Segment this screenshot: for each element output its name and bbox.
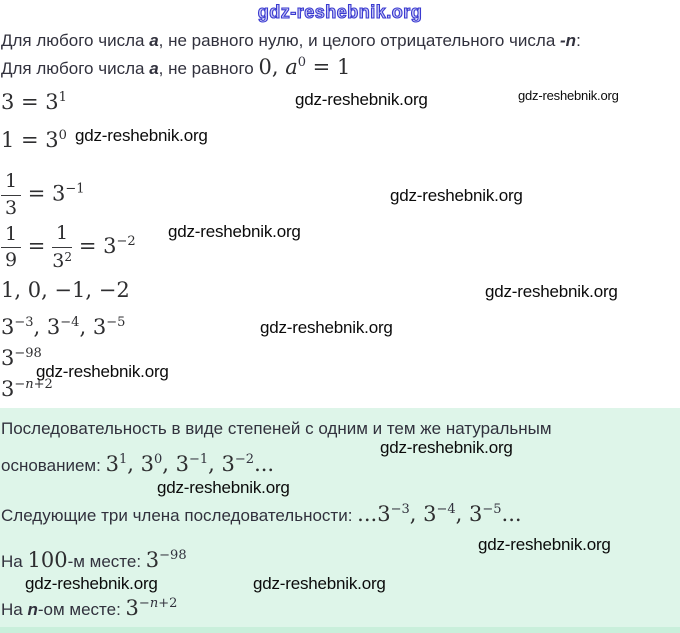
watermark: gdz-reshebnik.org [157,478,290,497]
variable-a: a [149,31,159,50]
watermark: gdz-reshebnik.org [295,90,428,109]
math-separator: , [409,502,424,526]
watermark: gdz-reshebnik.org [478,535,611,554]
math-exponent: −2 [234,452,255,467]
math-body: 3 = 3 [1,90,59,114]
math-exponent: −4 [436,502,456,517]
math-exponent: 0 [58,128,67,143]
math-base: 3 [1,377,15,401]
watermark: gdz-reshebnik.org [518,88,619,103]
fraction-denominator: 9 [5,249,18,272]
text-fragment: -ом месте: [37,600,126,619]
sequence-of-powers [1,315,125,339]
answer-next-three-members [1,502,522,526]
answer-place-100 [1,548,187,572]
math-exponent-minus: − [14,377,26,392]
math-equals: = [306,55,337,79]
math-exponent: 1 [118,452,128,467]
text-fragment: Для любого числа [1,31,150,50]
fraction-denominator: 3 [5,196,18,219]
math-body: = 3 [72,233,117,258]
math-separator: , [162,452,176,476]
math-exponent: −5 [482,502,502,517]
math-exponent: 0 [297,55,306,70]
text-fragment: -м месте: [67,552,146,571]
math-base: 3 [175,452,189,476]
math-base: 3 [1,346,15,370]
variable-minus-n: -n [560,31,577,50]
fraction-numerator: 1 [52,223,72,248]
math-base: 3 [140,452,154,476]
math-base: 3 [46,315,61,339]
watermark: gdz-reshebnik.org [75,126,208,145]
answer-sequence-intro [1,419,552,439]
fraction-numerator: 1 [1,171,21,196]
watermark: gdz-reshebnik.org [260,318,393,337]
math-exponent: 0 [153,452,163,467]
math-body: 1, 0, −1, −2 [1,278,130,302]
math-exponent-minus: − [138,596,150,611]
watermark: gdz-reshebnik.org [168,222,301,241]
denominator-base: 3 [52,249,65,272]
text-fragment: : [576,31,581,50]
bottom-divider [0,627,680,633]
math-exponent: −98 [14,346,42,361]
fraction [1,171,21,219]
math-separator: , [208,452,222,476]
text-fragment: Для любого числа [1,59,150,78]
math-exponent: −5 [106,315,126,330]
fraction-numerator: 1 [1,224,21,249]
math-exponent: −2 [116,233,136,249]
math-exponent-plus: +2 [158,596,178,611]
math-base: 3 [125,596,139,620]
fraction [52,223,72,272]
variable-a: a [149,59,159,78]
math-zero: 0, [258,55,286,79]
denominator-exponent: 2 [64,249,72,264]
math-base: 3 [221,452,235,476]
watermark: gdz-reshebnik.org [253,574,386,593]
math-base: 3 [469,502,483,526]
math-body: = 3 [21,181,66,206]
math-base: 3 [1,315,15,339]
math-separator: , [455,502,469,526]
fraction [1,224,21,272]
math-exponent: −1 [65,181,85,197]
rule-zero-power-text [1,55,350,79]
site-watermark-header: gdz-reshebnik.org [257,2,423,22]
math-base: 3 [377,502,391,526]
formula-one-ninth [1,223,136,272]
fraction-denominator [52,248,72,272]
answer-sequence-bases [1,452,274,476]
math-exponent-variable: n [149,596,159,611]
sequence-of-exponents [1,278,130,302]
math-base: 3 [145,548,160,572]
math-base: 3 [423,502,437,526]
text-fragment: На [1,552,28,571]
text-fragment: , не равного [158,59,259,78]
ellipsis: ... [254,452,275,476]
text-fragment: основанием: [1,456,106,475]
math-exponent: −1 [188,452,209,467]
answer-place-n [1,596,177,620]
math-separator: , [79,315,93,339]
math-exponent: −98 [159,548,187,563]
watermark: gdz-reshebnik.org [25,574,158,593]
watermark: gdz-reshebnik.org [380,438,513,457]
math-exponent: −3 [390,502,410,517]
math-separator: , [33,315,47,339]
math-number-100: 100 [27,548,68,572]
variable-n: n [27,600,38,619]
math-exponent: −4 [60,315,80,330]
math-one: 1 [336,55,351,79]
math-variable-a: a [285,55,298,79]
watermark: gdz-reshebnik.org [390,186,523,205]
formula-one-third [1,171,85,219]
formula-3-equals-3-pow-1 [1,90,67,114]
math-body: 1 = 3 [1,128,59,152]
ellipsis: ... [501,502,522,526]
math-exponent: 1 [58,90,67,105]
rule-negative-power-text [1,31,581,51]
ellipsis: ... [357,502,378,526]
math-base: 3 [92,315,107,339]
watermark: gdz-reshebnik.org [485,282,618,301]
text-fragment: , не равного нулю, и целого отрицательного числа [158,31,561,50]
text-fragment: На [1,600,28,619]
text-fragment: Последовательность в виде степеней с одним и тем же натуральным [1,419,552,438]
math-separator: , [127,452,141,476]
formula-1-equals-3-pow-0 [1,128,67,152]
math-exponent: −3 [14,315,34,330]
math-equals: = [21,233,53,258]
text-fragment: Следующие три члена последовательности: [1,506,358,525]
math-exponent-plus: +2 [33,377,53,392]
math-base: 3 [105,452,119,476]
math-exponent-variable: n [25,377,34,392]
watermark: gdz-reshebnik.org [36,362,169,381]
